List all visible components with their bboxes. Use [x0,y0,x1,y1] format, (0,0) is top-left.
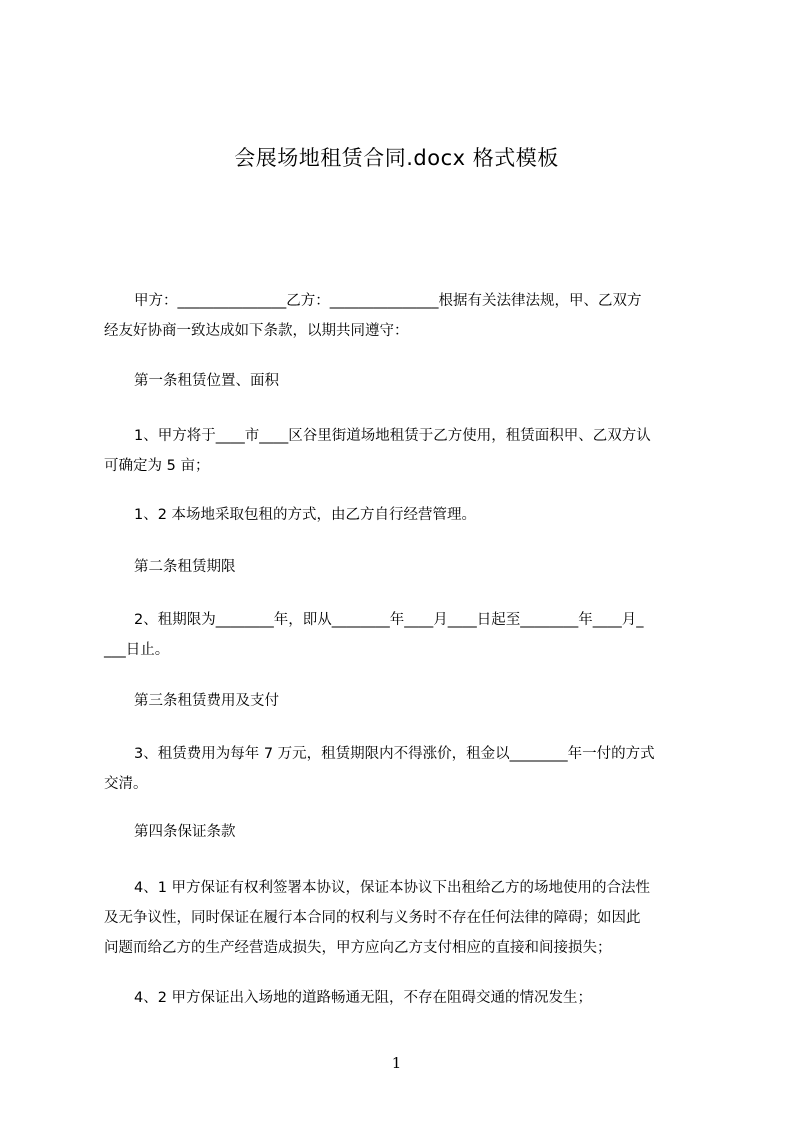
clause-4-2 [104,983,714,1013]
paragraph-line: 问题而给乙方的生产经营造成损失，甲方应向乙方支付相应的直接和间接损失； [104,940,612,956]
article-heading-3 [104,686,714,716]
article-heading-2 [104,552,714,582]
paragraph-parties [104,286,714,346]
paragraph-line: 1、2 本场地采取包租的方式，由乙方自行经营管理。 [134,507,477,523]
article-heading-1 [104,366,714,396]
paragraph-line: 第一条租赁位置、面积 [134,373,279,389]
paragraph-line: 甲方：_______________乙方：_______________根据有关法律法规，甲、乙双方 [134,293,642,309]
paragraph-line: 经友好协商一致达成如下条款，以期共同遵守： [104,323,409,339]
article-heading-4 [104,817,714,847]
paragraph-line: 2、租期限为________年，即从________年____月____日起至________年____月_ [134,612,644,628]
paragraph-line: ___日止。 [104,642,170,658]
paragraph-line: 3、租赁费用为每年 7 万元，租赁期限内不得涨价，租金以________年一付的方式 [134,746,655,762]
paragraph-line: 第二条租赁期限 [134,559,236,575]
paragraph-line: 第四条保证条款 [134,824,236,840]
paragraph-line: 第三条租赁费用及支付 [134,693,279,709]
clause-2 [104,605,714,665]
clause-4-1 [104,873,714,963]
page-number: 1 [391,1054,402,1072]
document-title: 会展场地租赁合同.docx 格式模板 [234,146,559,170]
clause-3 [104,739,714,799]
paragraph-line: 4、2 甲方保证出入场地的道路畅通无阻，不存在阻碍交通的情况发生； [134,990,593,1006]
paragraph-line: 1、甲方将于____市____区谷里街道场地租赁于乙方使用，租赁面积甲、乙双方认 [134,428,651,444]
paragraph-line: 4、1 甲方保证有权利签署本协议，保证本协议下出租给乙方的场地使用的合法性 [134,880,651,896]
clause-1-1 [104,421,714,481]
paragraph-line: 及无争议性，同时保证在履行本合同的权利与义务时不存在任何法律的障碍；如因此 [104,910,641,926]
paragraph-line: 交清。 [104,776,148,792]
clause-1-2 [104,500,714,530]
paragraph-line: 可确定为 5 亩； [104,458,210,474]
